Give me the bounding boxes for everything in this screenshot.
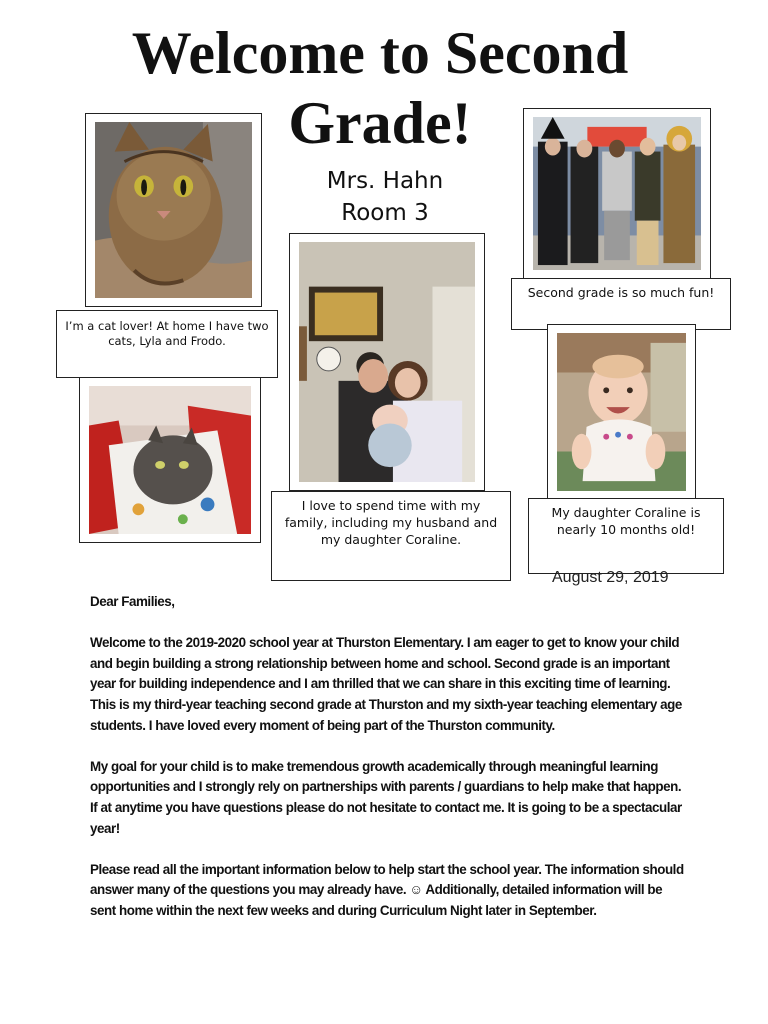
teacher-name: Mrs. Hahn [326,168,444,194]
cat-bag-photo-frame [79,377,261,543]
family-photo-frame [289,233,485,491]
letter-paragraph-3: Please read all the important information below to help start the school year. The information should answer many of the questions you may already have. ☺ Additionally, detailed information will be sent home within the next few weeks and during Curriculum Night later in September. [90,861,684,918]
costume-group-photo [533,117,701,270]
letter-body [90,592,688,942]
cat-photo-frame [85,113,262,307]
page-title: Welcome to Second Grade! [131,20,629,156]
letter-paragraph-2: My goal for your child is to make tremendous growth academically through meaningful learning opportunities and I strongly rely on partnerships with parents / guardians to help make that happen. If at anytime you have questions please do not hesitate to contact me. It is going to be a spectacular year! [90,758,682,836]
daughter-photo [557,333,686,491]
family-caption: I love to spend time with my family, including my husband and my daughter Coraline. [271,491,511,581]
fun-caption: Second grade is so much fun! [511,278,731,330]
daughter-caption: My daughter Coraline is nearly 10 months old! [528,498,724,574]
cat-caption: I’m a cat lover! At home I have two cats, Lyla and Frodo. [56,310,278,378]
cat-in-bag-photo [89,386,251,534]
family-photo [299,242,475,482]
costume-photo-frame [523,108,711,279]
letter-greeting: Dear Families, [90,594,175,609]
letter-paragraph-1: Welcome to the 2019-2020 school year at Thurston Elementary. I am eager to get to know your child and begin building a strong relationship between home and school. Second grade is an important year for building independence and I am thrilled that we can share in this exciting time of learning. This is my third-year teaching second grade at Thurston and my sixth-year teaching elementary age students. I have loved every moment of being part of the Thurston community. [90,635,682,733]
letter-date: August 29, 2019 [552,569,669,586]
tabby-cat-photo [95,122,252,298]
room-number: Room 3 [341,200,429,226]
daughter-photo-frame [547,324,696,500]
